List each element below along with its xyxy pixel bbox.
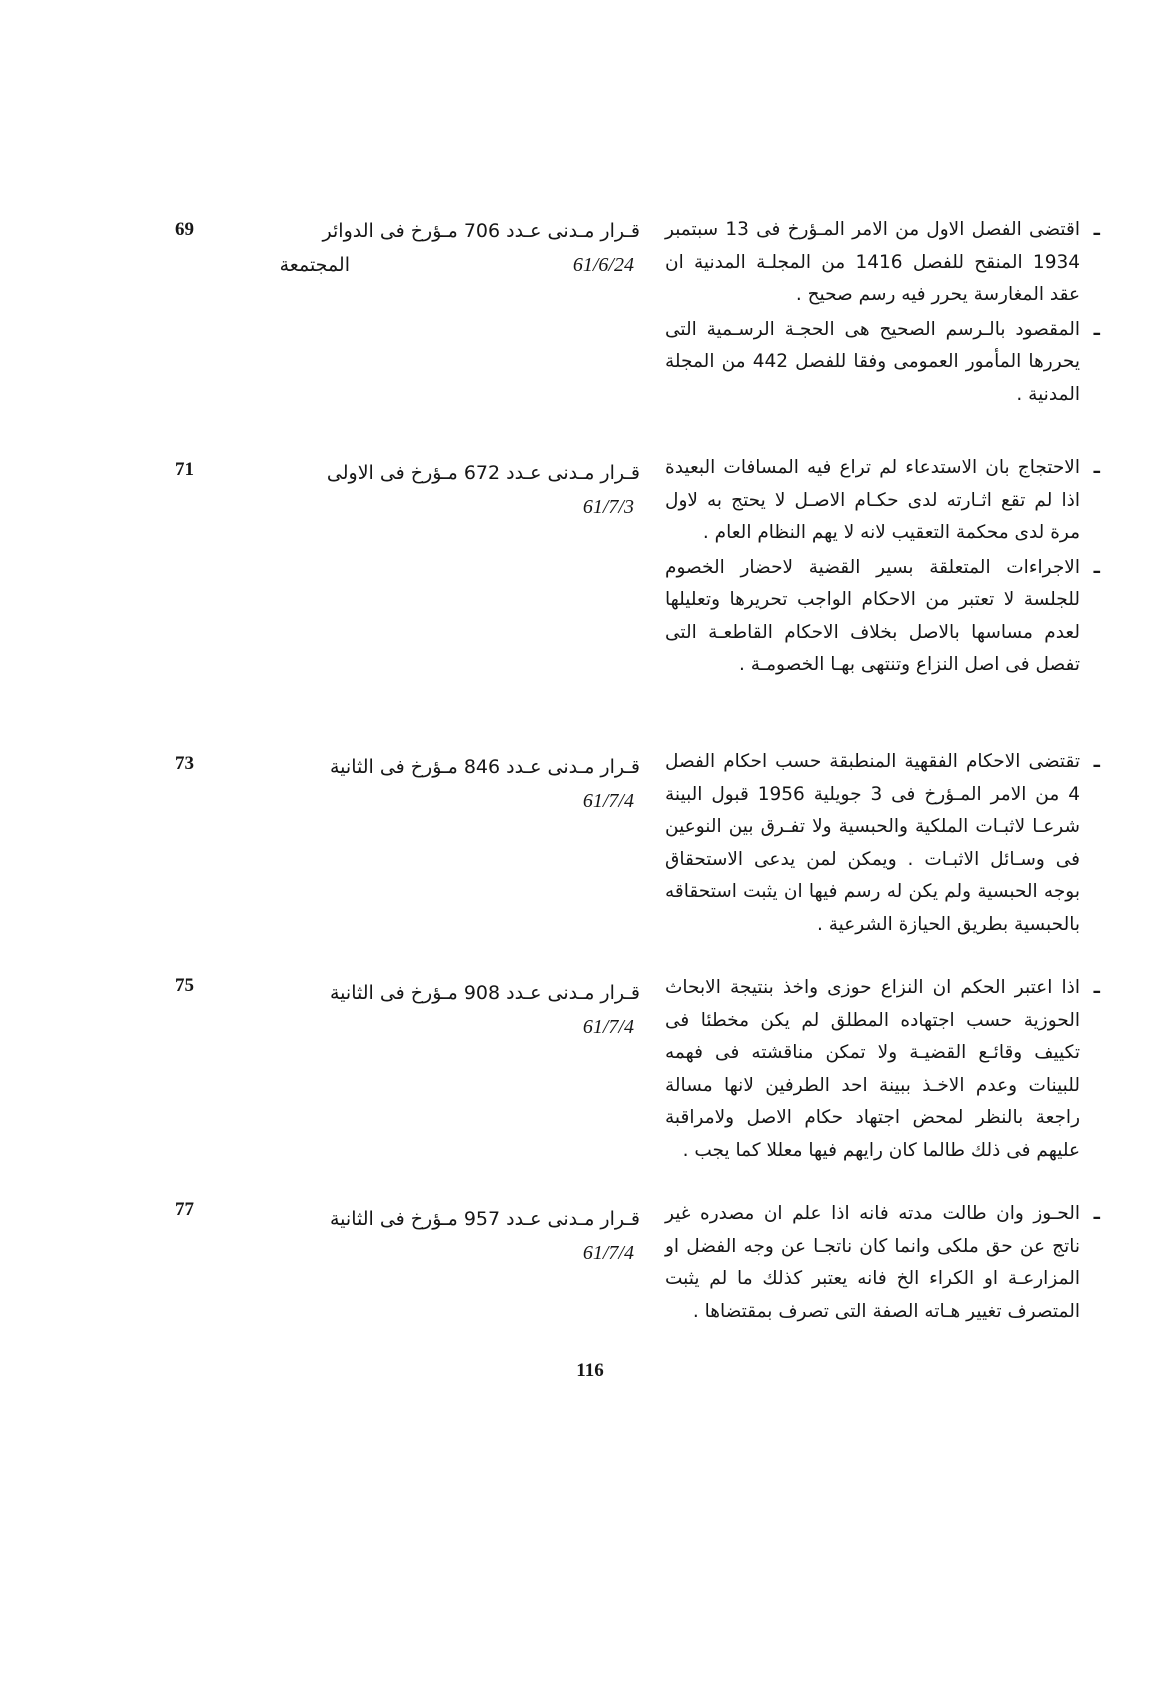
decision-date: 61/7/4 [582,1242,634,1264]
bullet-dash: ـ [1093,556,1100,578]
decision-reference [250,976,640,1044]
decision-date: 61/7/4 [582,790,634,812]
rulings-column [665,214,1100,413]
decision-reference-text: قـرار مـدنى عـدد 908 مـؤرخ فى الثانية [330,982,640,1004]
ruling-text: اقتضى الفصل الاول من الامر المـؤرخ فى 13 سبتمبر 1934 المنقح للفصل 1416 من المجلـة المدنية ان عقد المغارسة يحرر فيه رسم صحيح . [665,219,1081,305]
entry-page-number: 73 [175,753,194,774]
ruling-text: اذا اعتبر الحكم ان النزاع حوزى واخذ بنتيجة الابحاث الحوزية حسب اجتهاده المطلق لم يكن مخطئا فى تكييف وقائـع القضيـة ولا تمكن مناقشته فى فهمه للبينات وعدم الاخـذ ببينة احد الطرفين لانها مسالة راجعة بالنظر لمحض اجتهاد حكام الاصل ولامراقبة عليهم فى ذلك طالما كان رايهم فيها معللا كما يجب . [665,977,1080,1161]
decision-date: 61/6/24 [572,254,634,276]
ruling-paragraph [665,452,1100,550]
ruling-paragraph [665,552,1100,682]
rulings-column [665,1198,1100,1330]
bullet-dash: ـ [1093,318,1100,340]
ruling-paragraph [665,314,1100,412]
decision-reference-text: قـرار مـدنى عـدد 846 مـؤرخ فى الثانية [330,756,640,778]
bullet-dash: ـ [1093,977,1100,998]
bullet-dash: ـ [1093,1203,1100,1224]
decision-reference [250,1202,640,1270]
entry-page-number: 69 [175,219,194,240]
bullet-dash: ـ [1093,457,1100,478]
rulings-column [665,972,1100,1169]
entry-page-number: 71 [175,459,194,480]
bullet-dash: ـ [1093,751,1100,772]
entry-page-number: 75 [175,975,194,996]
ruling-paragraph [665,1198,1100,1328]
decision-date: 61/7/4 [582,1016,634,1038]
ruling-text: الاجراءات المتعلقة بسير القضية لاحضار الخصوم للجلسة لا تعتبر من الاحكام الواجب تحريرها وتعليلها لعدم مساسها بالاصل بخلاف الاحكام القاطعـة التى تفصل فى اصل النزاع وتنتهى بهـا الخصومـة . [665,556,1080,675]
ruling-paragraph [665,746,1100,941]
rulings-column [665,746,1100,943]
decision-reference-extra: المجتمعة [279,254,350,276]
decision-reference [250,456,640,524]
ruling-paragraph [665,214,1100,312]
ruling-paragraph [665,972,1100,1167]
decision-reference-text: قـرار مـدنى عـدد 672 مـؤرخ فى الاولى [326,462,640,484]
page-footer-number: 116 [576,1360,604,1381]
decision-date: 61/7/3 [582,496,634,518]
rulings-column [665,452,1100,684]
decision-reference-text: قـرار مـدنى عـدد 957 مـؤرخ فى الثانية [330,1208,640,1230]
entry-page-number: 77 [175,1199,194,1220]
decision-reference [250,214,640,282]
ruling-text: تقتضى الاحكام الفقهية المنطبقة حسب احكام الفصل 4 من الامر المـؤرخ فى 3 جويلية 1956 قبول البينة شرعـا لاثبـات الملكية والحبسية ولا تفـرق بين النوعين فى وسـائل الاثبـات . ويمكن لمن يدعى الاستحقاق بوجه الحبسية ولم يكن له رسم فيها ان يثبت استحقاقه بالحبسية بطريق الحيازة الشرعية . [665,751,1080,935]
bullet-dash: ـ [1093,219,1100,240]
ruling-text: الاحتجاج بان الاستدعاء لم تراع فيه المسافات البعيدة اذا لم تقع اثـارته لدى حكـام الاصـل لا يحتج به لاول مرة لدى محكمة التعقيب لانه لا يهم النظام العام . [665,457,1080,543]
decision-reference-text: قـرار مـدنى عـدد 706 مـؤرخ فى الدوائر [322,220,640,242]
ruling-text: المقصود بالـرسم الصحيح هى الحجـة الرسـمية التى يحررها المأمور العمومى وفقا للفصل 442 من المجلة المدنية . [665,318,1080,405]
ruling-text: الحـوز وان طالت مدته فانه اذا علم ان مصدره غير ناتج عن حق ملكى وانما كان ناتجـا عن وجه الفضل او المزارعـة او الكراء الخ فانه يعتبر كذلك ما لم يثبت المتصرف تغيير هـاته الصفة التى تصرف بمقتضاها . [665,1203,1080,1322]
decision-reference [250,750,640,818]
